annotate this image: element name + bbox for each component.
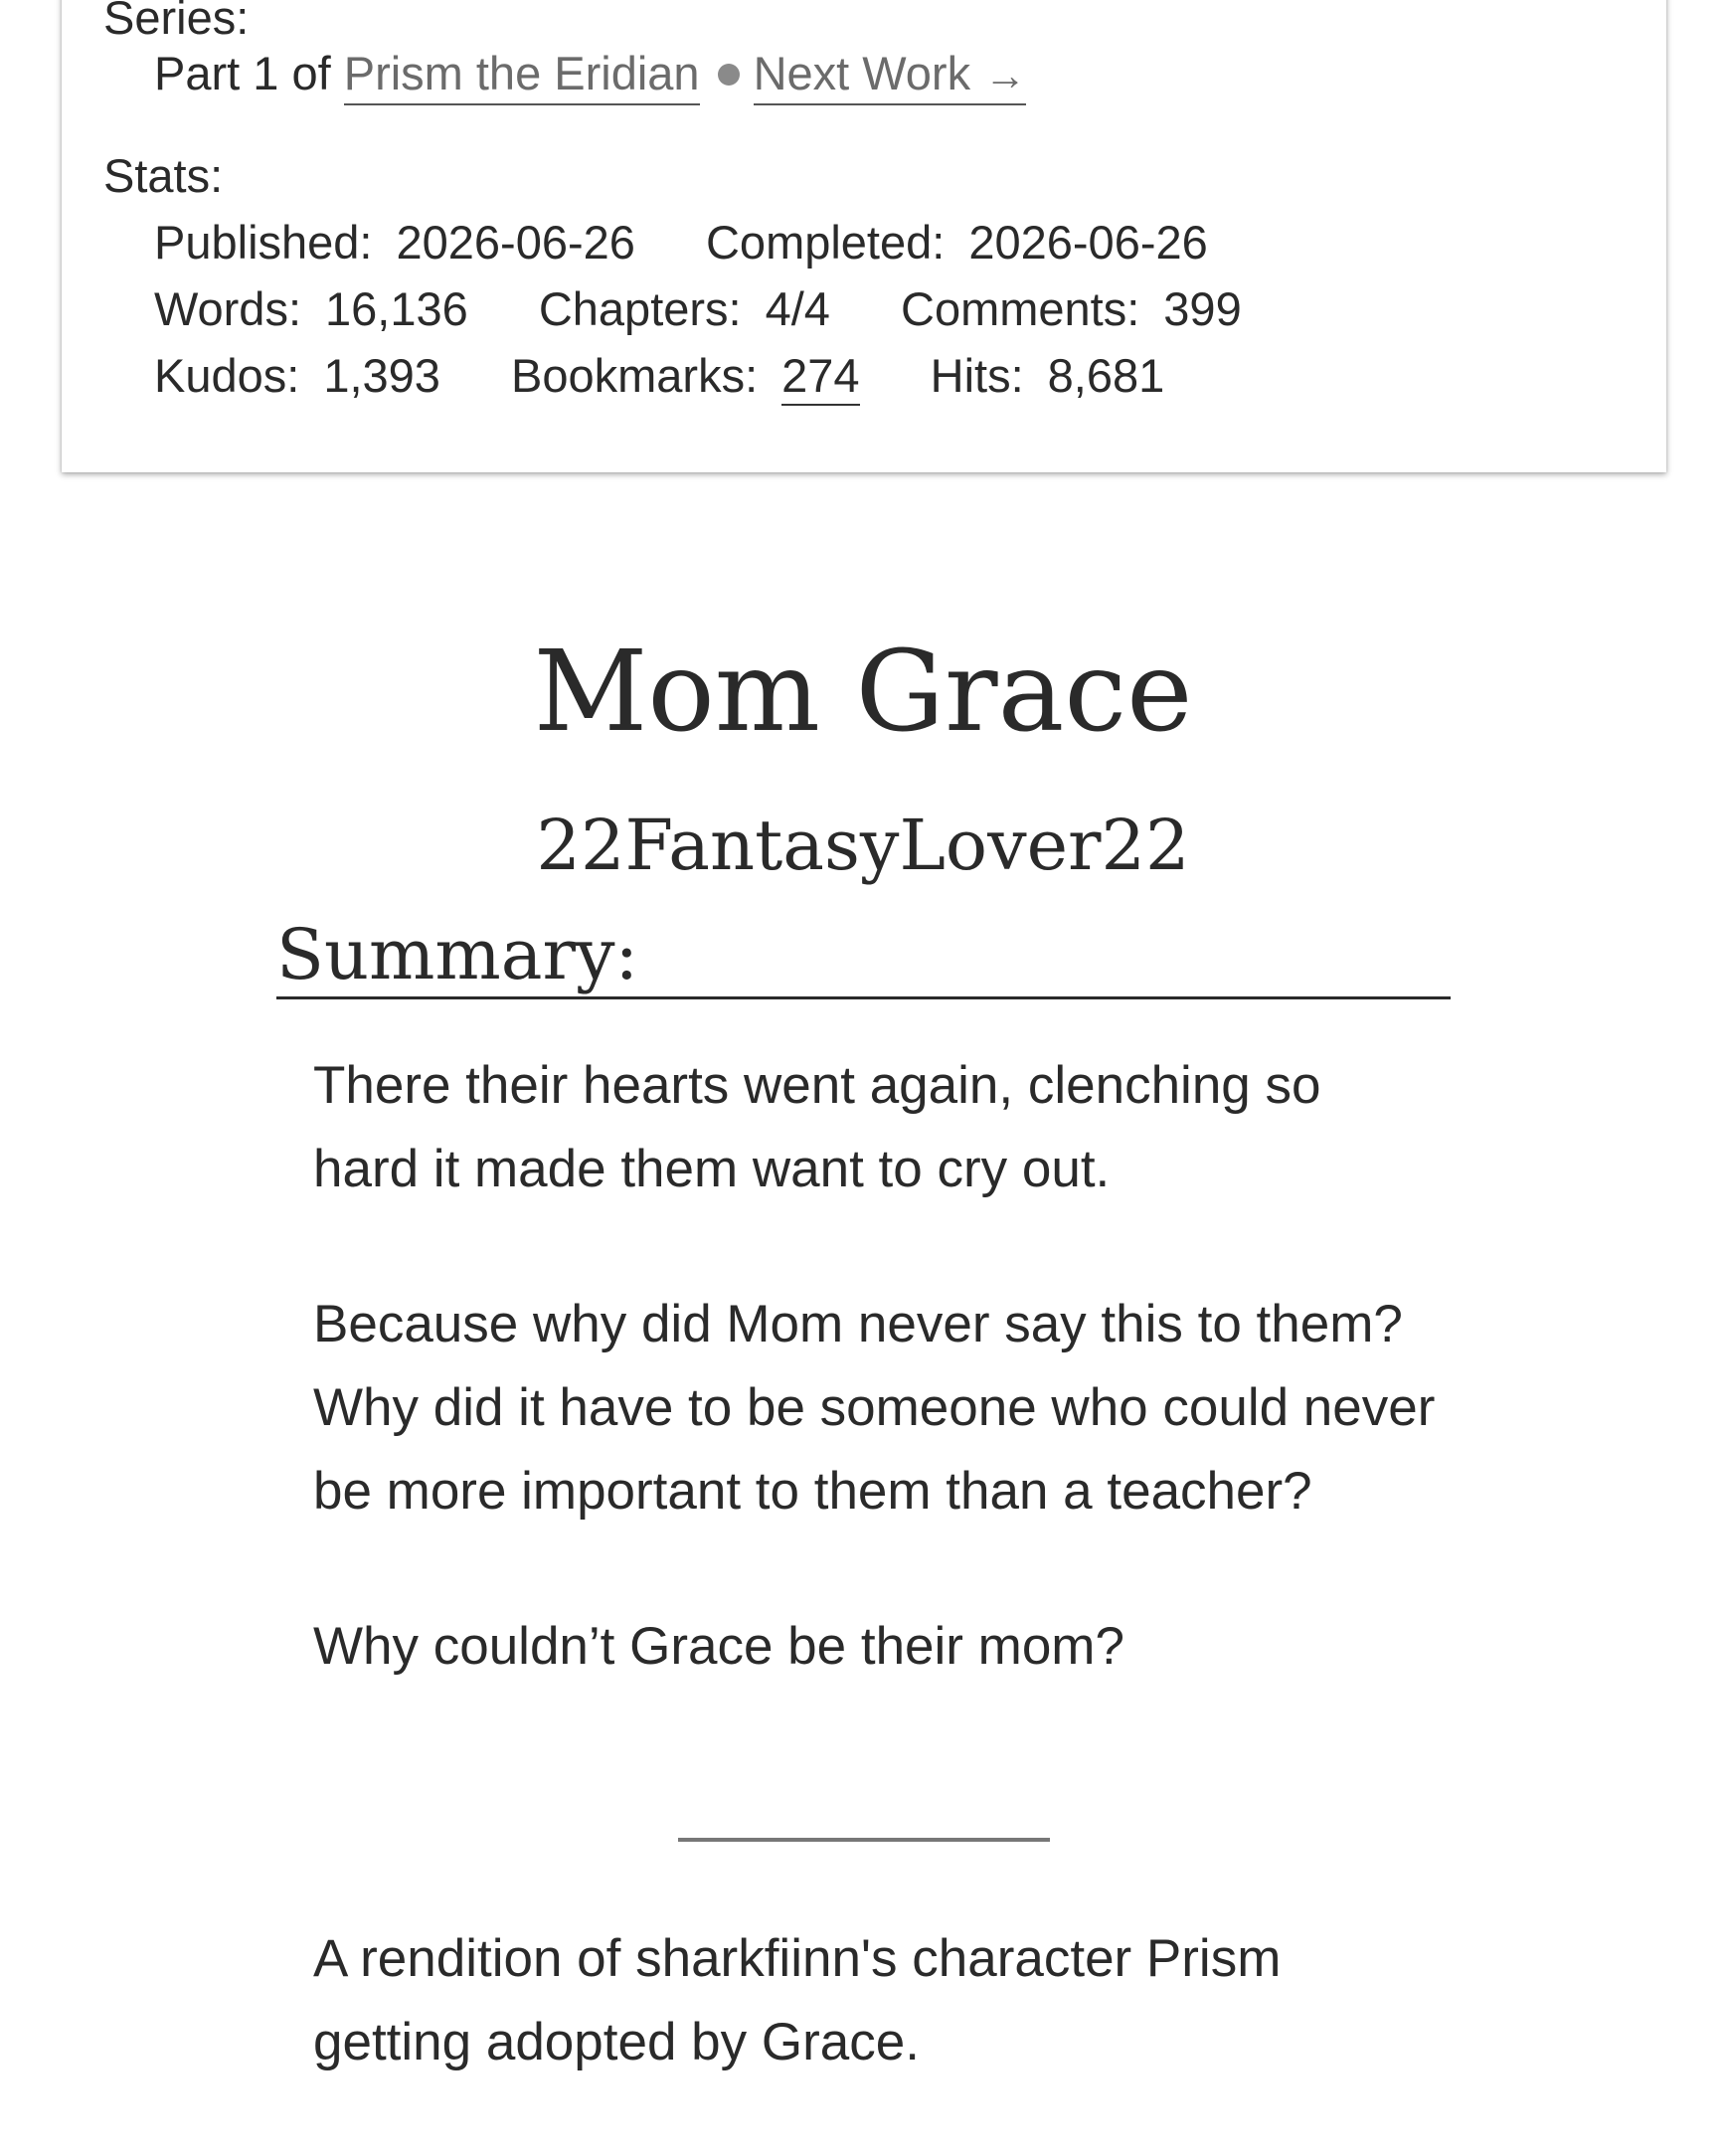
arrow-right-icon: → xyxy=(984,52,1027,98)
series-name: Prism the Eridian xyxy=(343,47,700,99)
stat-published xyxy=(154,216,635,269)
stat-comments xyxy=(901,282,1242,335)
series-part-prefix: Part 1 of xyxy=(154,47,331,99)
series-label: Series: xyxy=(103,0,250,44)
stat-kudos xyxy=(154,349,440,402)
bookmarks-link[interactable]: 274 xyxy=(781,349,859,406)
stat-hits-value: 8,681 xyxy=(1047,349,1165,402)
stat-completed xyxy=(706,216,1208,269)
stats-label: Stats: xyxy=(103,149,224,202)
summary-paragraph: Why couldn’t Grace be their mom? xyxy=(313,1617,1124,1676)
stats-list xyxy=(154,209,1616,409)
stat-comments-label: Comments: xyxy=(901,282,1140,335)
stat-words-value: 16,136 xyxy=(325,282,468,335)
summary-heading: Summary: xyxy=(276,920,1451,999)
stat-published-value: 2026-06-26 xyxy=(396,216,635,269)
stat-completed-value: 2026-06-26 xyxy=(968,216,1208,269)
summary-text xyxy=(313,1044,1437,1760)
stat-chapters-label: Chapters: xyxy=(538,282,742,335)
stat-kudos-label: Kudos: xyxy=(154,349,300,402)
series-link[interactable] xyxy=(344,47,700,105)
next-work-link[interactable] xyxy=(754,47,1027,105)
stat-hits-label: Hits: xyxy=(930,349,1024,402)
stat-hits xyxy=(931,349,1165,402)
stat-bookmarks-label: Bookmarks: xyxy=(511,349,759,402)
summary-paragraph: There their hearts went again, clenching so hard it made them want to cry out. xyxy=(313,1056,1321,1198)
stat-words-label: Words: xyxy=(154,282,301,335)
summary-paragraph: Because why did Mom never say this to them? Why did it have to be someone who could never be more important to them than a teacher? xyxy=(313,1295,1436,1521)
series-navigation xyxy=(154,47,1027,99)
stat-comments-value: 399 xyxy=(1163,282,1242,335)
summary-note: A rendition of sharkfiinn's character Prism getting adopted by Grace. xyxy=(313,1929,1282,2071)
stat-chapters xyxy=(539,282,830,335)
work-author-link[interactable]: 22FantasyLover22 xyxy=(536,805,1190,886)
work-meta-box xyxy=(62,0,1666,472)
next-work-label: Next Work xyxy=(753,47,971,99)
stat-chapters-value: 4/4 xyxy=(765,282,830,335)
bullet-icon xyxy=(718,64,740,86)
stat-kudos-value: 1,393 xyxy=(323,349,440,402)
summary-divider xyxy=(678,1838,1050,1842)
work-title: Mom Grace xyxy=(533,628,1193,757)
stat-published-label: Published: xyxy=(154,216,373,269)
stat-completed-label: Completed: xyxy=(705,216,946,269)
stat-bookmarks xyxy=(511,349,860,402)
stat-words xyxy=(154,282,468,335)
